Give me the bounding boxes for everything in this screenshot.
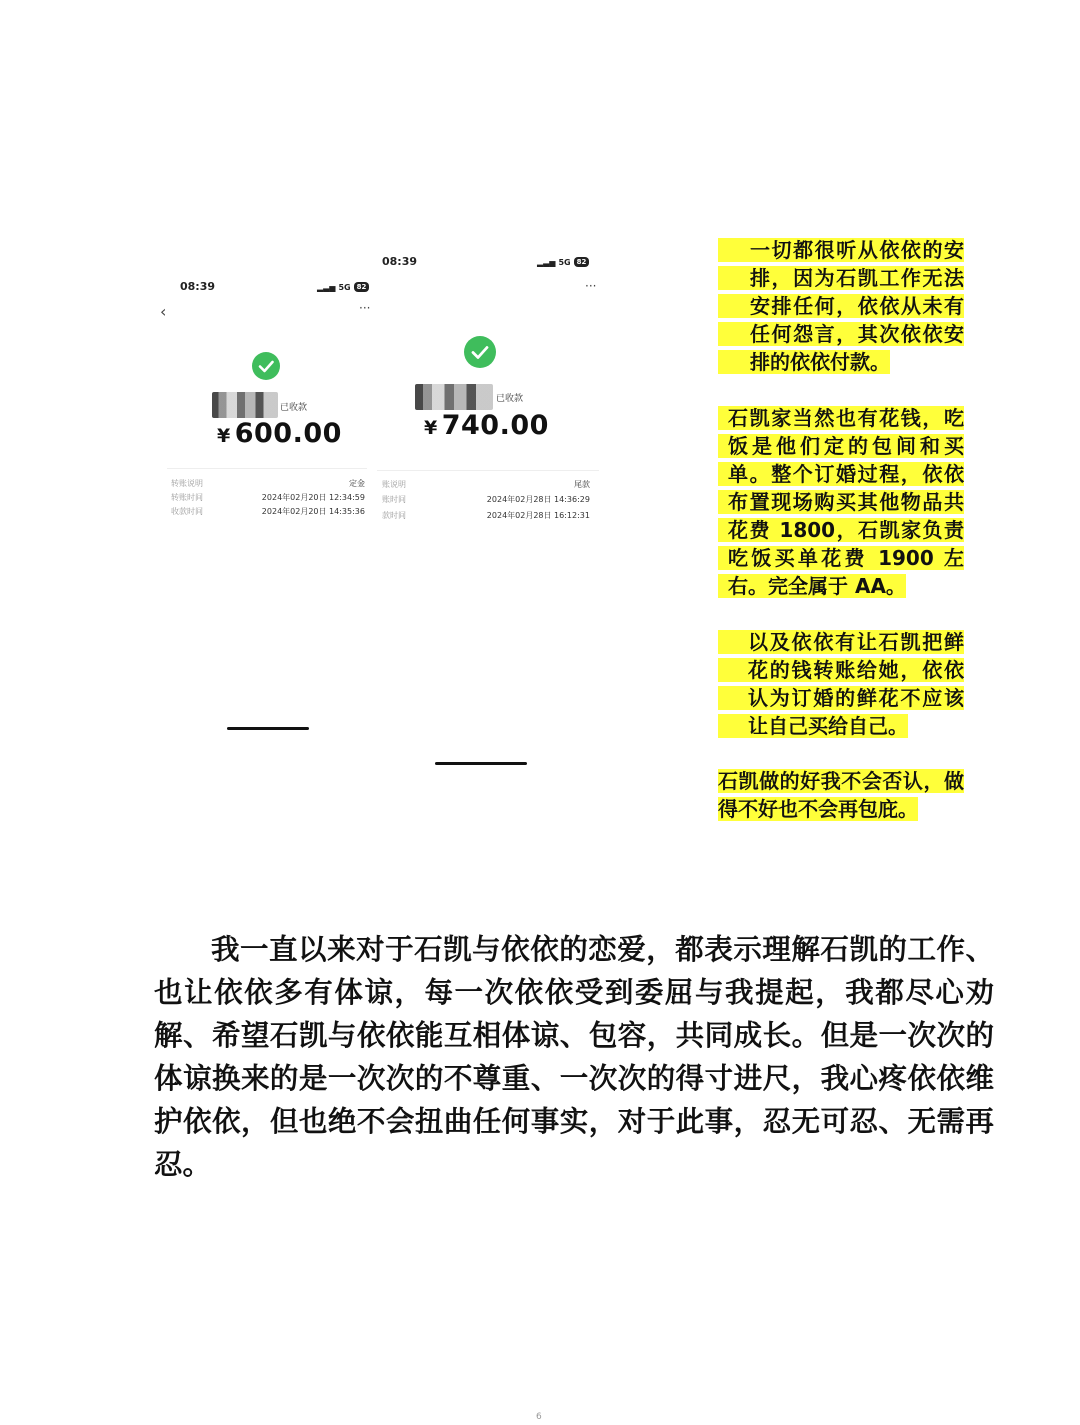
- row-value: 定金: [349, 479, 365, 488]
- row-label: 账时间: [382, 495, 406, 504]
- chevron-left-icon[interactable]: ‹: [160, 302, 167, 321]
- battery-icon: 82: [574, 257, 590, 267]
- row-label: 转账说明: [171, 479, 203, 488]
- home-indicator: [435, 762, 527, 765]
- status-label: 已收款: [280, 403, 308, 413]
- status-time: 08:39: [180, 280, 216, 293]
- divider: [167, 468, 367, 469]
- network-label: 5G: [558, 257, 571, 267]
- more-dots-icon[interactable]: ···: [585, 279, 597, 293]
- currency-symbol: ¥: [217, 425, 231, 447]
- amount: [217, 418, 342, 449]
- check-circle-icon: [464, 336, 496, 368]
- signal-icon: ▂▃▅: [537, 257, 556, 267]
- note-text: 石凯做的好我不会否认，做得不好也不会再包庇。: [718, 769, 964, 821]
- row-value: 2024年02月28日 16:12:31: [486, 511, 590, 520]
- home-indicator: [227, 727, 309, 730]
- row-label: 收款时间: [171, 507, 203, 516]
- note-text: 一切都很听从依依的安排，因为石凯工作无法安排任何，依依从未有任何怨言，其次依依安排的依依付款。: [718, 238, 964, 374]
- payment-screenshot-right: [372, 246, 604, 776]
- payment-screenshot-left: [155, 272, 370, 742]
- divider: [377, 470, 599, 471]
- row-label: 转账时间: [171, 493, 203, 502]
- note-paragraph-3: [718, 628, 964, 740]
- row-value: 尾款: [574, 480, 590, 489]
- note-text: 以及依依有让石凯把鲜花的钱转账给她，依依认为订婚的鲜花不应该让自己买给自己。: [718, 630, 964, 738]
- row-value: 2024年02月20日 12:34:59: [261, 493, 365, 502]
- row-label: 账说明: [382, 480, 406, 489]
- note-text: 石凯家当然也有花钱，吃饭是他们定的包间和买单。整个订婚过程，依依布置现场购买其他物品共花费 1800，石凯家负责吃饭买单花费 1900 左右。完全属于 AA。: [718, 406, 964, 598]
- amount-value: 600.00: [234, 418, 342, 449]
- battery-icon: 82: [354, 282, 370, 292]
- status-indicators: [537, 257, 589, 267]
- status-indicators: [317, 282, 369, 292]
- check-circle-icon: [252, 352, 280, 380]
- status-label: 已收款: [496, 394, 524, 404]
- note-paragraph-4: [718, 767, 964, 823]
- row-label: 款时间: [382, 511, 406, 520]
- amount: [424, 410, 549, 441]
- status-time: 08:39: [382, 255, 418, 268]
- row-value: 2024年02月28日 14:36:29: [486, 495, 590, 504]
- note-paragraph-2: [718, 404, 964, 600]
- note-paragraph-1: [718, 236, 964, 376]
- page-number: 6: [536, 1412, 542, 1422]
- more-dots-icon[interactable]: ···: [359, 301, 371, 315]
- payer-avatar-blurred: [212, 392, 278, 418]
- row-value: 2024年02月20日 14:35:36: [261, 507, 365, 516]
- network-label: 5G: [338, 282, 351, 292]
- payer-avatar-blurred: [415, 384, 493, 410]
- signal-icon: ▂▃▅: [317, 282, 336, 292]
- currency-symbol: ¥: [424, 417, 438, 439]
- amount-value: 740.00: [441, 410, 549, 441]
- main-paragraph: 我一直以来对于石凯与依依的恋爱，都表示理解石凯的工作、也让依依多有体谅，每一次依依受到委屈与我提起，我都尽心劝解、希望石凯与依依能互相体谅、包容，共同成长。但是一次次的体谅换来的是一次次的不尊重、一次次的得寸进尺，我心疼依依维护依依，但也绝不会扭曲任何事实，对于此事，忍无可忍、无需再忍。: [154, 933, 994, 1181]
